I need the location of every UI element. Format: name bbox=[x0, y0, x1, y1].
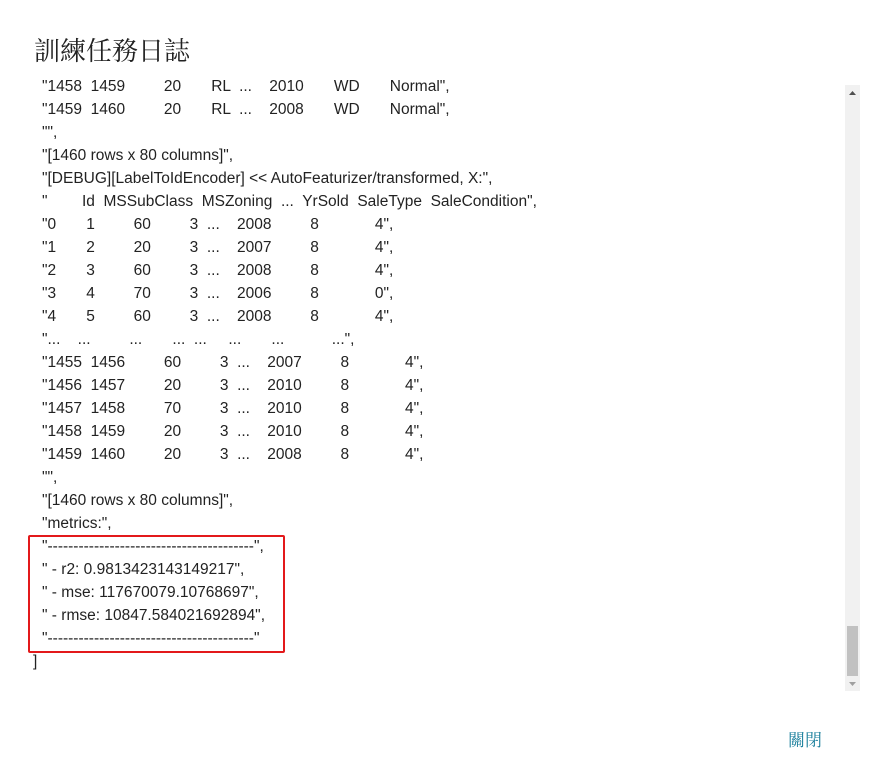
log-line: "1457 1458 70 3 ... 2010 8 4", bbox=[42, 400, 424, 417]
log-line: "1458 1459 20 RL ... 2010 WD Normal", bbox=[42, 80, 450, 95]
log-line: "3 4 70 3 ... 2006 8 0", bbox=[42, 285, 394, 302]
log-line: " Id MSSubClass MSZoning ... YrSold SaleType SaleCondition", bbox=[42, 193, 537, 210]
log-line: "1459 1460 20 RL ... 2008 WD Normal", bbox=[42, 101, 450, 118]
close-button[interactable]: 關閉 bbox=[778, 722, 832, 755]
scrollbar-thumb[interactable] bbox=[847, 626, 858, 676]
metrics-separator-line: "----------------------------------------", bbox=[42, 538, 264, 555]
log-line: "1455 1456 60 3 ... 2007 8 4", bbox=[42, 354, 424, 371]
log-line: "... ... ... ... ... ... ... ...", bbox=[42, 331, 355, 348]
log-line: "", bbox=[42, 469, 58, 486]
metrics-separator-line: "----------------------------------------" bbox=[42, 630, 260, 647]
log-line: "1459 1460 20 3 ... 2008 8 4", bbox=[42, 446, 424, 463]
scroll-up-arrow-icon[interactable] bbox=[845, 85, 860, 100]
log-closing-bracket: ] bbox=[33, 653, 38, 670]
log-line: "1458 1459 20 3 ... 2010 8 4", bbox=[42, 423, 424, 440]
scroll-down-arrow-icon[interactable] bbox=[845, 676, 860, 691]
log-line: "1 2 20 3 ... 2007 8 4", bbox=[42, 239, 394, 256]
log-scrollbar[interactable] bbox=[845, 85, 860, 691]
dialog-title: 訓練任務日誌 bbox=[34, 37, 191, 67]
log-line: "1456 1457 20 3 ... 2010 8 4", bbox=[42, 377, 424, 394]
metric-rmse-line: " - rmse: 10847.584021692894", bbox=[42, 607, 265, 624]
log-line: "metrics:", bbox=[42, 515, 112, 532]
log-line: "4 5 60 3 ... 2008 8 4", bbox=[42, 308, 394, 325]
log-line: "[1460 rows x 80 columns]", bbox=[42, 147, 234, 164]
log-content bbox=[28, 80, 843, 673]
log-line: "[1460 rows x 80 columns]", bbox=[42, 492, 234, 509]
log-line: "2 3 60 3 ... 2008 8 4", bbox=[42, 262, 394, 279]
metric-mse-line: " - mse: 117670079.10768697", bbox=[42, 584, 259, 601]
log-panel[interactable] bbox=[28, 80, 860, 691]
log-line: "", bbox=[42, 124, 58, 141]
log-line: "[DEBUG][LabelToIdEncoder] << AutoFeaturizer/transformed, X:", bbox=[42, 170, 493, 187]
log-line: "0 1 60 3 ... 2008 8 4", bbox=[42, 216, 394, 233]
metric-r2-line: " - r2: 0.9813423143149217", bbox=[42, 561, 245, 578]
